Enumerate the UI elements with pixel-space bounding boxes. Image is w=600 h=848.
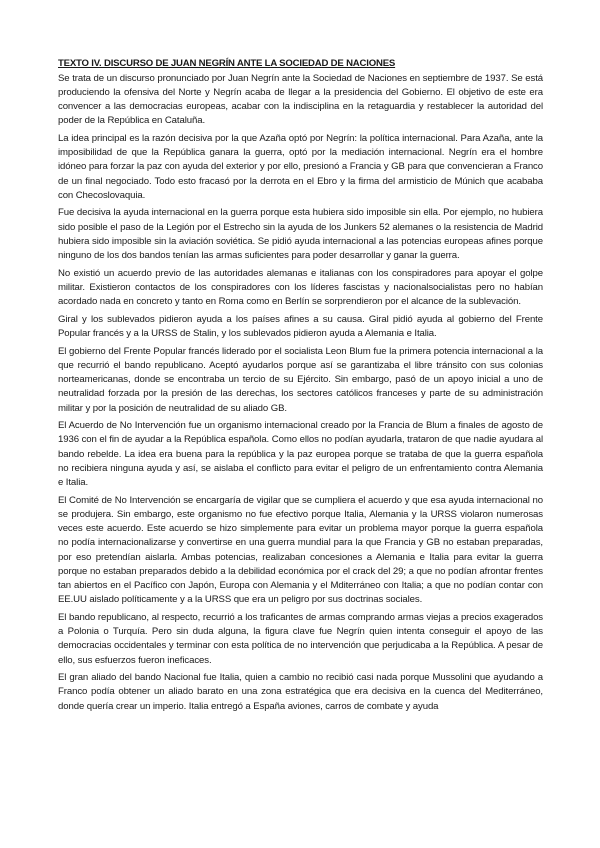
- paragraph-context: Se trata de un discurso pronunciado por Juan Negrín ante la Sociedad de Naciones en septiembre de 1937. Se está produciendo la ofensiva del Norte y Negrín acaba de llegar a la presidencia del Gobierno. El objetivo de este era convencer a las democracias europeas, acabar con la indisciplina en la retaguardia y restablecer la autoridad del poder de la República en Cataluña.: [58, 72, 543, 127]
- paragraph-main-idea: La idea principal es la razón decisiva por la que Azaña optó por Negrín: la política internacional. Para Azaña, ante la imposibilidad de que la República ganara la guerra, optó por la mediación internacional. Negrín era el hombre idóneo para forzar la paz con ayuda del exterior y por ello, presionó a Francia y GB para que convencieran a Franco de un final negociado. Todo esto fracasó por la derrota en el Ebro y la firma del armisticio de Múnich que acababa con Checoslovaquia.: [58, 132, 543, 201]
- document-body: [58, 57, 543, 717]
- paragraph-republican-side: El bando republicano, al respecto, recurrió a los traficantes de armas comprando armas viejas a precios exagerados a Polonia o Turquía. Pero sin duda alguna, la figura clave fue Negrín quien intenta conseguir el apoyo de las democracias occidentales y terminar con esta política de no intervención que perjudicaba a la República. A pesar de ello, sus esfuerzos fueron ineficaces.: [58, 611, 543, 666]
- paragraph-international-aid: Fue decisiva la ayuda internacional en la guerra porque esta hubiera sido imposible sin ella. Por ejemplo, no hubiera sido posible el paso de la Legión por el Estrecho sin la ayuda de los Junkers 52 alemanes o la resistencia de Madrid hubiera sido imposible sin la aviación soviética. Se pidió ayuda internacional a las potencias europeas afines porque ninguno de los dos bandos tenían las armas suficientes para poder desarrollar y ganar la guerra.: [58, 207, 543, 262]
- paragraph-no-prior-agreement: No existió un acuerdo previo de las autoridades alemanas e italianas con los conspiradores para apoyar el golpe militar. Existieron contactos de los conspiradores con los líderes fascistas y nacionalsocialistas pero no habían acordado nada en concreto y tanto en Roma como en Berlín se sorprendieron por el alcance de la sublevación.: [58, 267, 543, 308]
- document-title: TEXTO IV. DISCURSO DE JUAN NEGRÍN ANTE LA SOCIEDAD DE NACIONES: [58, 58, 396, 69]
- paragraph-italy-ally: El gran aliado del bando Nacional fue Italia, quien a cambio no recibió casi nada porque Mussolini que ayudando a Franco podía obtener un aliado barato en una zona estratégica que era decisiva en la cuenca del Mediterráneo, donde quería crear un imperio. Italia entregó a España aviones, carros de combate y ayuda: [58, 672, 543, 712]
- paragraph-non-intervention-committee: El Comité de No Intervención se encargaría de vigilar que se cumpliera el acuerdo y que esa ayuda internacional no se produjera. Sin embargo, este organismo no fue efectivo porque Italia, Alemania y la URSS violaron numerosas veces este acuerdo. Este acuerdo se hizo simplemente para evitar un problema mayor porque la guerra española no podía internacionalizarse y convertirse en una guerra mundial para la que Francia y GB no estaban preparadas, por eso pretendían aislarla. Ambas potencias, realizaban concesiones a Alemania e Italia para evitar la guerra porque no estaban preparados debido a la debilidad económica por el crack del 29; a que no podían afrontar frentes tan abiertos en el Pacífico con Japón, Europa con Alemania y el Mditerráneo con Italia; a que no podían contar con EE.UU aislado políticamente y a la URSS que era un peligro por sus doctrinas sociales.: [58, 494, 543, 606]
- paragraph-french-popular-front: El gobierno del Frente Popular francés liderado por el socialista Leon Blum fue la primera potencia internacional a la que recurrió el bando republicano. Aceptó ayudarlos porque así se garantizaba el libre tránsito con sus colonias norteamericanas, donde se encontraba un tercio de su Ejército. Sin embargo, pasó de un apoyo inicial a uno de neutralidad forzada por la presión de las derechas, los sectores católicos franceses y parte de su administración militar y por la posición de neutralidad de su aliado GB.: [58, 345, 543, 414]
- paragraph-non-intervention-agreement: El Acuerdo de No Intervención fue un organismo internacional creado por la Francia de Blum a finales de agosto de 1936 con el fin de ayudar a la República española. Como ellos no podían ayudarla, trataron de que nadie ayudara al bando rebelde. La idea era buena para la república y la paz europea porque se trataba de que la guerra española no recibiera ninguna ayuda y así, se aislaba el conflicto para evitar el peligro de un enfrentamiento contra Alemania e Italia.: [58, 420, 543, 489]
- paragraph-requests-for-aid: Giral y los sublevados pidieron ayuda a los países afines a su causa. Giral pidió ayuda al gobierno del Frente Popular francés y a la URSS de Stalin, y los sublevados pidieron ayuda a Alemania e Italia.: [58, 313, 543, 340]
